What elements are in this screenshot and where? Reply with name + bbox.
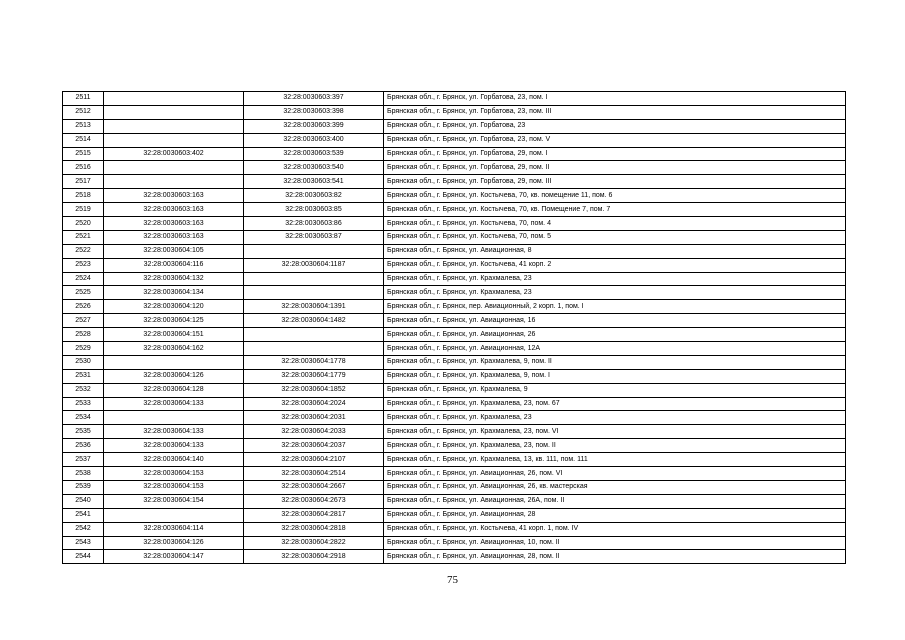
table-row: [63, 147, 846, 161]
cadastral-number-cell: [244, 328, 384, 342]
table-row: [63, 453, 846, 467]
parent-cadastral-number-cell: 32:28:0030603:163: [104, 189, 244, 203]
cadastral-number-cell: 32:28:0030603:398: [244, 105, 384, 119]
cadastral-number-cell: 32:28:0030604:2037: [244, 439, 384, 453]
parent-cadastral-number-cell: 32:28:0030604:140: [104, 453, 244, 467]
table-row: [63, 286, 846, 300]
cadastral-number-cell: 32:28:0030604:2673: [244, 494, 384, 508]
table-row: [63, 383, 846, 397]
row-number-cell: 2524: [63, 272, 104, 286]
parent-cadastral-number-cell: [104, 175, 244, 189]
table-row: [63, 550, 846, 564]
row-number-cell: 2535: [63, 425, 104, 439]
row-number-cell: 2526: [63, 300, 104, 314]
cadastral-number-cell: [244, 244, 384, 258]
address-cell: Брянская обл., г. Брянск, ул. Крахмалева, 9: [384, 383, 846, 397]
address-cell: Брянская обл., г. Брянск, ул. Горбатова, 23: [384, 119, 846, 133]
row-number-cell: 2537: [63, 453, 104, 467]
row-number-cell: 2521: [63, 230, 104, 244]
table-row: [63, 467, 846, 481]
row-number-cell: 2519: [63, 203, 104, 217]
cadastral-number-cell: 32:28:0030603:539: [244, 147, 384, 161]
parent-cadastral-number-cell: 32:28:0030604:153: [104, 467, 244, 481]
address-cell: Брянская обл., г. Брянск, ул. Крахмалева, 23: [384, 286, 846, 300]
cadastral-number-cell: 32:28:0030604:2031: [244, 411, 384, 425]
parent-cadastral-number-cell: 32:28:0030604:162: [104, 342, 244, 356]
parent-cadastral-number-cell: 32:28:0030604:126: [104, 369, 244, 383]
row-number-cell: 2528: [63, 328, 104, 342]
parent-cadastral-number-cell: 32:28:0030604:133: [104, 425, 244, 439]
cadastral-number-cell: 32:28:0030604:2667: [244, 480, 384, 494]
address-cell: Брянская обл., г. Брянск, ул. Крахмалева, 23, пом. II: [384, 439, 846, 453]
table-row: [63, 230, 846, 244]
address-cell: Брянская обл., г. Брянск, ул. Авиационная, 28: [384, 508, 846, 522]
cadastral-number-cell: 32:28:0030604:1391: [244, 300, 384, 314]
address-cell: Брянская обл., г. Брянск, ул. Горбатова, 29, пом. III: [384, 175, 846, 189]
row-number-cell: 2518: [63, 189, 104, 203]
address-cell: Брянская обл., г. Брянск, ул. Авиационная, 26: [384, 328, 846, 342]
cadastral-number-cell: 32:28:0030604:1778: [244, 355, 384, 369]
cadastral-number-cell: 32:28:0030603:400: [244, 133, 384, 147]
parent-cadastral-number-cell: 32:28:0030604:116: [104, 258, 244, 272]
table-row: [63, 161, 846, 175]
cadastral-number-cell: [244, 342, 384, 356]
table-row: [63, 217, 846, 231]
parent-cadastral-number-cell: 32:28:0030604:128: [104, 383, 244, 397]
cadastral-number-cell: 32:28:0030604:2514: [244, 467, 384, 481]
address-cell: Брянская обл., г. Брянск, ул. Костычева, 41 корп. 1, пом. IV: [384, 522, 846, 536]
table-row: [63, 300, 846, 314]
address-cell: Брянская обл., г. Брянск, ул. Горбатова, 29, пом. II: [384, 161, 846, 175]
table-row: [63, 355, 846, 369]
property-table-container: [62, 91, 846, 564]
parent-cadastral-number-cell: 32:28:0030604:133: [104, 439, 244, 453]
cadastral-number-cell: 32:28:0030603:397: [244, 92, 384, 106]
address-cell: Брянская обл., г. Брянск, ул. Авиационная, 16: [384, 314, 846, 328]
address-cell: Брянская обл., г. Брянск, ул. Авиационная, 10, пом. II: [384, 536, 846, 550]
row-number-cell: 2539: [63, 480, 104, 494]
parent-cadastral-number-cell: [104, 105, 244, 119]
cadastral-number-cell: [244, 286, 384, 300]
row-number-cell: 2534: [63, 411, 104, 425]
row-number-cell: 2514: [63, 133, 104, 147]
parent-cadastral-number-cell: 32:28:0030603:402: [104, 147, 244, 161]
parent-cadastral-number-cell: 32:28:0030604:114: [104, 522, 244, 536]
table-row: [63, 272, 846, 286]
address-cell: Брянская обл., г. Брянск, ул. Костычева, 70, кв. Помещение 7, пом. 7: [384, 203, 846, 217]
row-number-cell: 2543: [63, 536, 104, 550]
parent-cadastral-number-cell: [104, 411, 244, 425]
table-row: [63, 314, 846, 328]
row-number-cell: 2538: [63, 467, 104, 481]
table-row: [63, 342, 846, 356]
parent-cadastral-number-cell: [104, 355, 244, 369]
address-cell: Брянская обл., г. Брянск, ул. Авиационная, 26А, пом. II: [384, 494, 846, 508]
row-number-cell: 2516: [63, 161, 104, 175]
parent-cadastral-number-cell: [104, 161, 244, 175]
table-row: [63, 369, 846, 383]
table-row: [63, 439, 846, 453]
row-number-cell: 2541: [63, 508, 104, 522]
parent-cadastral-number-cell: 32:28:0030604:105: [104, 244, 244, 258]
table-row: [63, 425, 846, 439]
parent-cadastral-number-cell: 32:28:0030603:163: [104, 203, 244, 217]
cadastral-number-cell: 32:28:0030603:85: [244, 203, 384, 217]
parent-cadastral-number-cell: 32:28:0030603:163: [104, 230, 244, 244]
row-number-cell: 2511: [63, 92, 104, 106]
address-cell: Брянская обл., г. Брянск, ул. Крахмалева, 9, пом. I: [384, 369, 846, 383]
address-cell: Брянская обл., г. Брянск, ул. Горбатова, 23, пом. III: [384, 105, 846, 119]
row-number-cell: 2525: [63, 286, 104, 300]
row-number-cell: 2531: [63, 369, 104, 383]
table-row: [63, 258, 846, 272]
parent-cadastral-number-cell: [104, 133, 244, 147]
cadastral-number-cell: 32:28:0030604:2024: [244, 397, 384, 411]
table-row: [63, 411, 846, 425]
address-cell: Брянская обл., г. Брянск, ул. Костычева, 70, кв. помещение 11, пом. 6: [384, 189, 846, 203]
table-row: [63, 119, 846, 133]
cadastral-number-cell: 32:28:0030603:399: [244, 119, 384, 133]
page-number: 75: [447, 574, 458, 586]
table-row: [63, 105, 846, 119]
row-number-cell: 2515: [63, 147, 104, 161]
cadastral-number-cell: 32:28:0030603:87: [244, 230, 384, 244]
row-number-cell: 2513: [63, 119, 104, 133]
address-cell: Брянская обл., г. Брянск, ул. Крахмалева, 23: [384, 411, 846, 425]
address-cell: Брянская обл., г. Брянск, ул. Горбатова, 23, пом. V: [384, 133, 846, 147]
table-row: [63, 536, 846, 550]
property-table-body: [63, 92, 846, 564]
cadastral-number-cell: 32:28:0030604:1482: [244, 314, 384, 328]
parent-cadastral-number-cell: [104, 508, 244, 522]
row-number-cell: 2536: [63, 439, 104, 453]
address-cell: Брянская обл., г. Брянск, ул. Горбатова, 23, пом. I: [384, 92, 846, 106]
row-number-cell: 2529: [63, 342, 104, 356]
address-cell: Брянская обл., г. Брянск, ул. Костычева, 70, пом. 4: [384, 217, 846, 231]
parent-cadastral-number-cell: 32:28:0030604:151: [104, 328, 244, 342]
address-cell: Брянская обл., г. Брянск, ул. Костычева, 41 корп. 2: [384, 258, 846, 272]
table-row: [63, 244, 846, 258]
cadastral-number-cell: 32:28:0030603:540: [244, 161, 384, 175]
address-cell: Брянская обл., г. Брянск, пер. Авиационный, 2 корп. 1, пом. I: [384, 300, 846, 314]
cadastral-number-cell: 32:28:0030603:541: [244, 175, 384, 189]
cadastral-number-cell: 32:28:0030604:2822: [244, 536, 384, 550]
property-table: [62, 91, 846, 564]
address-cell: Брянская обл., г. Брянск, ул. Авиационная, 12А: [384, 342, 846, 356]
cadastral-number-cell: 32:28:0030603:82: [244, 189, 384, 203]
row-number-cell: 2542: [63, 522, 104, 536]
parent-cadastral-number-cell: [104, 92, 244, 106]
cadastral-number-cell: 32:28:0030604:2918: [244, 550, 384, 564]
row-number-cell: 2520: [63, 217, 104, 231]
parent-cadastral-number-cell: 32:28:0030604:153: [104, 480, 244, 494]
parent-cadastral-number-cell: 32:28:0030604:154: [104, 494, 244, 508]
address-cell: Брянская обл., г. Брянск, ул. Крахмалева, 13, кв. 111, пом. 111: [384, 453, 846, 467]
row-number-cell: 2533: [63, 397, 104, 411]
row-number-cell: 2523: [63, 258, 104, 272]
table-row: [63, 175, 846, 189]
table-row: [63, 494, 846, 508]
parent-cadastral-number-cell: 32:28:0030604:120: [104, 300, 244, 314]
row-number-cell: 2527: [63, 314, 104, 328]
parent-cadastral-number-cell: 32:28:0030604:134: [104, 286, 244, 300]
address-cell: Брянская обл., г. Брянск, ул. Авиационная, 26, пом. VI: [384, 467, 846, 481]
row-number-cell: 2517: [63, 175, 104, 189]
parent-cadastral-number-cell: 32:28:0030603:163: [104, 217, 244, 231]
table-row: [63, 397, 846, 411]
table-row: [63, 203, 846, 217]
address-cell: Брянская обл., г. Брянск, ул. Горбатова, 29, пом. I: [384, 147, 846, 161]
cadastral-number-cell: [244, 272, 384, 286]
table-row: [63, 133, 846, 147]
address-cell: Брянская обл., г. Брянск, ул. Авиационная, 26, кв. мастерская: [384, 480, 846, 494]
parent-cadastral-number-cell: 32:28:0030604:147: [104, 550, 244, 564]
parent-cadastral-number-cell: [104, 119, 244, 133]
table-row: [63, 189, 846, 203]
cadastral-number-cell: 32:28:0030604:2033: [244, 425, 384, 439]
cadastral-number-cell: 32:28:0030604:1852: [244, 383, 384, 397]
table-row: [63, 522, 846, 536]
row-number-cell: 2522: [63, 244, 104, 258]
address-cell: Брянская обл., г. Брянск, ул. Авиационная, 28, пом. II: [384, 550, 846, 564]
table-row: [63, 92, 846, 106]
cadastral-number-cell: 32:28:0030604:1187: [244, 258, 384, 272]
cadastral-number-cell: 32:28:0030603:86: [244, 217, 384, 231]
parent-cadastral-number-cell: 32:28:0030604:126: [104, 536, 244, 550]
address-cell: Брянская обл., г. Брянск, ул. Крахмалева, 9, пом. II: [384, 355, 846, 369]
parent-cadastral-number-cell: 32:28:0030604:132: [104, 272, 244, 286]
address-cell: Брянская обл., г. Брянск, ул. Крахмалева, 23, пом. 67: [384, 397, 846, 411]
cadastral-number-cell: 32:28:0030604:2818: [244, 522, 384, 536]
cadastral-number-cell: 32:28:0030604:1779: [244, 369, 384, 383]
row-number-cell: 2540: [63, 494, 104, 508]
address-cell: Брянская обл., г. Брянск, ул. Крахмалева, 23: [384, 272, 846, 286]
row-number-cell: 2512: [63, 105, 104, 119]
table-row: [63, 508, 846, 522]
row-number-cell: 2544: [63, 550, 104, 564]
row-number-cell: 2530: [63, 355, 104, 369]
cadastral-number-cell: 32:28:0030604:2107: [244, 453, 384, 467]
table-row: [63, 328, 846, 342]
row-number-cell: 2532: [63, 383, 104, 397]
address-cell: Брянская обл., г. Брянск, ул. Крахмалева, 23, пом. VI: [384, 425, 846, 439]
address-cell: Брянская обл., г. Брянск, ул. Авиационная, 8: [384, 244, 846, 258]
address-cell: Брянская обл., г. Брянск, ул. Костычева, 70, пом. 5: [384, 230, 846, 244]
parent-cadastral-number-cell: 32:28:0030604:125: [104, 314, 244, 328]
cadastral-number-cell: 32:28:0030604:2817: [244, 508, 384, 522]
table-row: [63, 480, 846, 494]
parent-cadastral-number-cell: 32:28:0030604:133: [104, 397, 244, 411]
